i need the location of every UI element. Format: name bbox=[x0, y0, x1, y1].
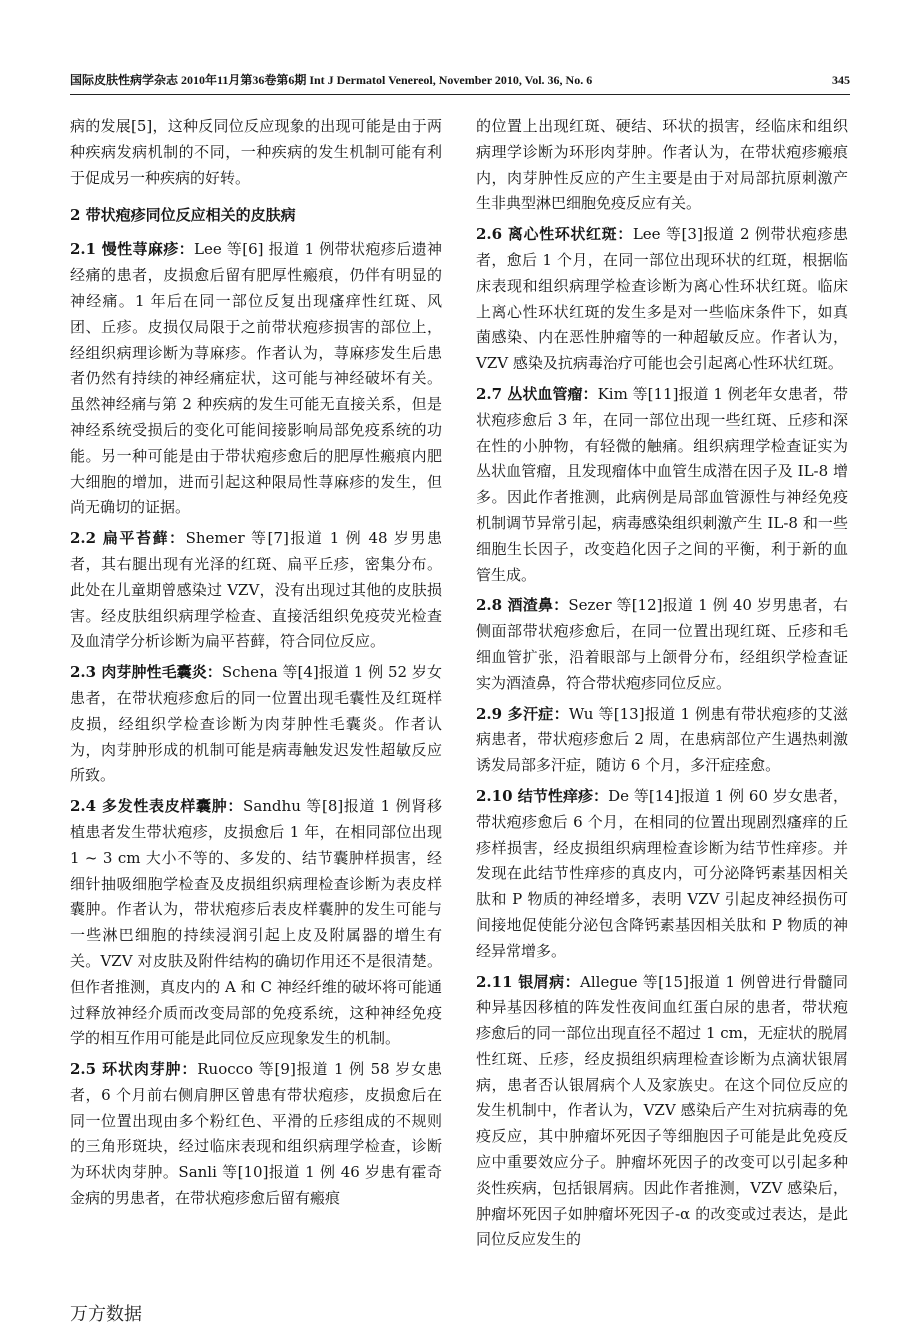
paragraph-2-6 bbox=[476, 222, 848, 377]
subsection-2-2-title: 2.2 扁平苔藓： bbox=[70, 529, 186, 548]
subsection-2-6-title: 2.6 离心性环状红斑： bbox=[476, 225, 633, 244]
paragraph-2-1 bbox=[70, 237, 442, 521]
subsection-2-5-title: 2.5 环状肉芽肿： bbox=[70, 1060, 198, 1079]
paragraph-2-8 bbox=[476, 593, 848, 696]
intro-paragraph: 病的发展[5]，这种反同位反应现象的出现可能是由于两种疾病发病机制的不同，一种疾病的发生机制可能有利于促成另一种疾病的好转。 bbox=[70, 117, 442, 187]
subsection-2-3-title: 2.3 肉芽肿性毛囊炎： bbox=[70, 663, 222, 682]
paragraph-2-5-continued: 的位置上出现红斑、硬结、环状的损害，经临床和组织病理学诊断为环形肉芽肿。作者认为，在带状疱疹瘢痕内，肉芽肿性反应的产生主要是由于对局部抗原刺激产生非典型淋巴细胞免疫反应有关。 bbox=[476, 117, 848, 213]
subsection-2-1-text: Lee 等[6] 报道 1 例带状疱疹后遗神经痛的患者，皮损愈后留有肥厚性瘢痕，仍伴有明显的神经痛。1 年后在同一部位反复出现瘙痒性红斑、风团、丘疹。皮损仅局限于之前带状疱疹损害的部位上，经组织病理诊断为荨麻疹。作者认为，荨麻疹发生后患者仍然有持续的神经痛症状，这可能与神经破坏有关。虽然神经痛与第 2 种疾病的发生可能无直接关系，但是神经系统受损后的变化可能间接影响局部免疫系统的功能。另一种可能是由于带状疱疹愈后的肥厚性瘢痕内肥大细胞的增加，进而引起这种限局性荨麻疹的发生，但尚无确切的证据。 bbox=[70, 240, 442, 517]
subsection-2-8-title: 2.8 酒渣鼻： bbox=[476, 596, 569, 615]
subsection-2-5-text: Ruocco 等[9]报道 1 例 58 岁女患者，6 个月前右侧肩胛区曾患有带状疱疹，皮损愈后在同一位置出现由多个粉红色、平滑的丘疹组成的不规则的三角形斑块，经过临床表现和组织病理学检查，诊断为环状肉芽肿。Sanli 等[10]报道 1 例 46 岁患有霍奇金病的男患者，在带状疱疹愈后留有瘢痕 bbox=[70, 1060, 442, 1208]
subsection-2-11-text: Allegue 等[15]报道 1 例曾进行骨髓同种异基因移植的阵发性夜间血红蛋白尿的患者，带状疱疹愈后的同一部位出现直径不超过 1 cm，无症状的脱屑性红斑、丘疹，经皮损组织病理检查诊断为点滴状银屑病，患者否认银屑病个人及家族史。在这个同位反应的发生机制中，作者认为，VZV 感染后产生对抗病毒的免疫反应，其中肿瘤坏死因子等细胞因子可能是此免疫反应中重要效应分子。肿瘤坏死因子的改变可以引起多种炎性疾病，包括银屑病。因此作者推测，VZV 感染后，肿瘤坏死因子如肿瘤坏死因子-α 的改变或过表达，是此同位反应发生的 bbox=[476, 972, 848, 1249]
subsection-2-7-title: 2.7 丛状血管瘤： bbox=[476, 384, 598, 403]
subsection-2-2-text: Shemer 等[7]报道 1 例 48 岁男患者，其右腿出现有光泽的红斑、扁平丘疹，密集分布。此处在儿童期曾感染过 VZV，没有出现过其他的皮肤损害。经皮肤组织病理学检查、直接活组织免疫荧光检查及血清学分析诊断为扁平苔藓，符合同位反应。 bbox=[70, 529, 442, 651]
paragraph-2-5 bbox=[70, 1057, 442, 1212]
subsection-2-10-text: De 等[14]报道 1 例 60 岁女患者，带状疱疹愈后 6 个月，在相同的位置出现剧烈瘙痒的丘疹样损害，经皮损组织病理检查诊断为结节性痒疹。并发现在此结节性痒疹的真皮内，可分泌降钙素基因相关肽和 P 物质的神经增多，表明 VZV 引起皮神经损伤可间接地促使能分泌包含降钙素基因相关肽和 P 物质的神经异常增多。 bbox=[476, 786, 848, 960]
section-heading: 2 带状疱疹同位反应相关的皮肤病 bbox=[70, 206, 296, 225]
page-number: 345 bbox=[832, 73, 850, 87]
paragraph-2-4 bbox=[70, 794, 442, 1052]
running-header bbox=[70, 72, 850, 88]
subsection-2-11-title: 2.11 银屑病： bbox=[476, 972, 581, 991]
subsection-2-10-title: 2.10 结节性痒疹： bbox=[476, 786, 609, 805]
subsection-2-7-text: Kim 等[11]报道 1 例老年女患者，带状疱疹愈后 3 年，在同一部位出现一些红斑、丘疹和深在性的小肿物，有轻微的触痛。组织病理学检查证实为丛状血管瘤，且发现瘤体中血管生成潜在因子及 IL-8 增多。因此作者推测，此病例是局部血管源性与神经免疫机制调节异常引起，病毒感染组织刺激产生 IL-8 和一些细胞生长因子，改变趋化因子之间的平衡，利于新的血管生成。 bbox=[476, 384, 848, 584]
subsection-2-8-text: Sezer 等[12]报道 1 例 40 岁男患者，右侧面部带状疱疹愈后，在同一位置出现红斑、丘疹和毛细血管扩张，沿着眼部与上颌骨分布，经组织学检查证实为酒渣鼻，符合带状疱疹同位反应。 bbox=[476, 596, 848, 692]
header-rule bbox=[70, 94, 850, 95]
paragraph-2-3 bbox=[70, 660, 442, 789]
subsection-2-1-title: 2.1 慢性荨麻疹： bbox=[70, 240, 195, 259]
paragraph-2-10 bbox=[476, 784, 848, 965]
subsection-2-3-text: Schena 等[4]报道 1 例 52 岁女患者，在带状疱疹愈后的同一位置出现毛囊性及红斑样皮损，经组织学检查诊断为肉芽肿性毛囊炎。作者认为，肉芽肿形成的机制可能是病毒触发迟发性超敏反应所致。 bbox=[70, 663, 442, 785]
footer-brand: 万方数据 bbox=[70, 1304, 142, 1325]
paragraph-2-7 bbox=[476, 382, 848, 588]
paragraph-2-2 bbox=[70, 526, 442, 655]
subsection-2-4-title: 2.4 多发性表皮样囊肿： bbox=[70, 797, 244, 816]
paragraph-2-9 bbox=[476, 702, 848, 779]
left-column bbox=[70, 114, 442, 1217]
subsection-2-9-text: Wu 等[13]报道 1 例患有带状疱疹的艾滋病患者，带状疱疹愈后 2 周，在患病部位产生遇热刺激诱发局部多汗症，随访 6 个月，多汗症痊愈。 bbox=[476, 704, 848, 775]
paragraph-2-11 bbox=[476, 970, 848, 1254]
right-column bbox=[476, 114, 848, 1258]
subsection-2-4-text: Sandhu 等[8]报道 1 例肾移植患者发生带状疱疹，皮损愈后 1 年，在相同部位出现 1 ~ 3 cm 大小不等的、多发的、结节囊肿样损害，经细针抽吸细胞学检查及皮损组织病理检查诊断为表皮样囊肿。作者认为，带状疱疹后表皮样囊肿的发生可能与一些淋巴细胞的持续浸润引起上皮及附属器的增生有关。VZV 对皮肤及附件结构的确切作用还不是很清楚。但作者推测，真皮内的 A 和 C 神经纤维的破坏将可能通过释放神经介质而改变局部的免疫系统，这种神经免疫学的相互作用可能是此同位反应现象发生的机制。 bbox=[70, 797, 442, 1048]
subsection-2-9-title: 2.9 多汗症： bbox=[476, 704, 569, 723]
subsection-2-6-text: Lee 等[3]报道 2 例带状疱疹患者，愈后 1 个月，在同一部位出现环状的红斑，根据临床表现和组织病理学检查诊断为离心性环状红斑。临床上离心性环状红斑的发生多是对一些临床条件下，如真菌感染、内在恶性肿瘤等的一种超敏反应。作者认为，VZV 感染及抗病毒治疗可能也会引起离心性环状红斑。 bbox=[476, 225, 849, 373]
journal-citation: 国际皮肤性病学杂志 2010年11月第36卷第6期 Int J Dermatol Venereol, November 2010, Vol. 36, No. 6 bbox=[70, 73, 593, 87]
